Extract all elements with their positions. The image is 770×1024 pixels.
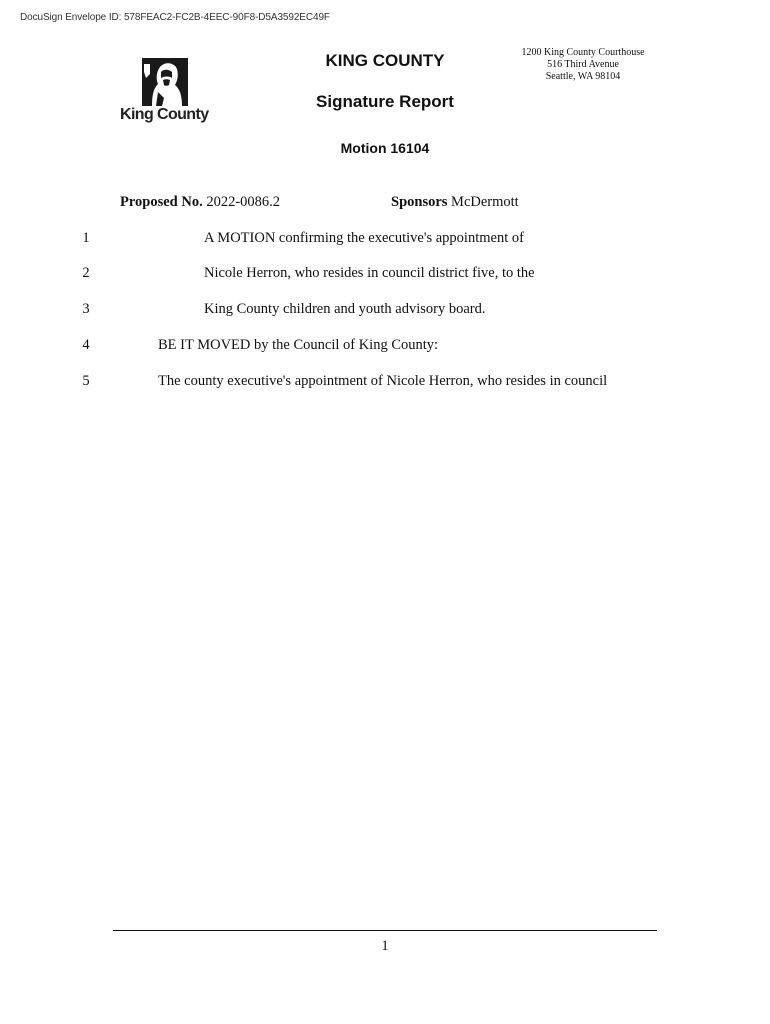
docusign-envelope-id: DocuSign Envelope ID: 578FEAC2-FC2B-4EEC-90F8-D5A3592EC49F bbox=[20, 12, 330, 23]
org-name: KING COUNTY bbox=[325, 51, 445, 70]
proposed-label: Proposed No. bbox=[120, 194, 203, 210]
address-line: 1200 King County Courthouse bbox=[521, 47, 645, 58]
address-block bbox=[508, 47, 658, 83]
line-text: King County children and youth advisory board. bbox=[204, 301, 486, 317]
line-text: The county executive's appointment of Nicole Herron, who resides in council bbox=[158, 373, 608, 389]
sponsors bbox=[391, 194, 519, 211]
line-text: A MOTION confirming the executive's appointment of bbox=[204, 230, 524, 246]
proposed-number bbox=[120, 194, 280, 211]
line-number: 1 bbox=[82, 230, 90, 246]
line-number: 5 bbox=[82, 373, 90, 389]
motion-number: Motion 16104 bbox=[340, 140, 430, 156]
line-number: 2 bbox=[82, 265, 90, 281]
line-text: Nicole Herron, who resides in council district five, to the bbox=[204, 265, 535, 281]
line-number: 3 bbox=[82, 301, 90, 317]
footer-divider bbox=[113, 930, 657, 931]
page-number: 1 bbox=[381, 938, 389, 954]
logo-wordmark: King County bbox=[120, 106, 209, 123]
mlk-portrait-icon bbox=[142, 58, 188, 106]
line-text: BE IT MOVED by the Council of King County: bbox=[158, 337, 439, 353]
address-line: 516 Third Avenue bbox=[547, 59, 619, 70]
king-county-logo bbox=[118, 58, 214, 128]
report-title: Signature Report bbox=[316, 92, 454, 111]
sponsors-value: McDermott bbox=[451, 194, 519, 210]
proposed-value: 2022-0086.2 bbox=[206, 194, 281, 210]
address-line: Seattle, WA 98104 bbox=[545, 71, 621, 82]
sponsors-label: Sponsors bbox=[391, 194, 448, 210]
line-number: 4 bbox=[82, 337, 90, 353]
